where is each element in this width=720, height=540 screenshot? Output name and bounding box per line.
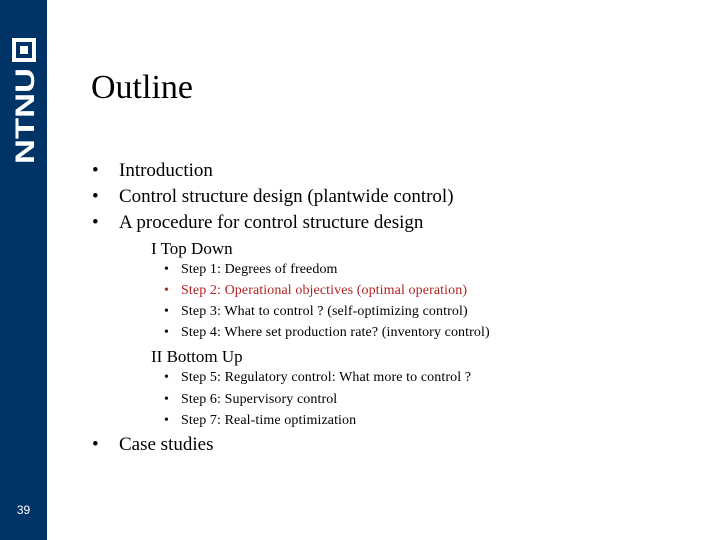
section-heading: I Top Down [151, 239, 233, 258]
step-text: Step 2: Operational objectives (optimal operation) [181, 283, 468, 298]
bullet: • [164, 304, 170, 319]
step-item [164, 304, 564, 322]
step-text: Step 6: Supervisory control [181, 392, 338, 407]
list-item-text: A procedure for control structure design [119, 212, 424, 233]
list-item [92, 160, 542, 184]
step-item [164, 370, 564, 388]
step-text: Step 4: Where set production rate? (inventory control) [181, 325, 490, 340]
bullet: • [92, 212, 99, 233]
bullet: • [164, 283, 170, 298]
bullet: • [164, 370, 170, 385]
list-item [92, 212, 542, 236]
section-heading: II Bottom Up [151, 347, 243, 366]
step-item [164, 262, 564, 280]
list-item-text: Control structure design (plantwide control) [119, 186, 454, 207]
list-item [92, 434, 542, 458]
bullet: • [164, 262, 170, 277]
bullet: • [92, 186, 99, 207]
bullet: • [92, 434, 99, 455]
list-item-text: Introduction [119, 160, 213, 181]
step-item [164, 325, 564, 343]
bullet: • [164, 392, 170, 407]
logo-text: NTNU [10, 89, 40, 164]
step-text: Step 3: What to control ? (self-optimizing control) [181, 304, 468, 319]
step-text: Step 1: Degrees of freedom [181, 262, 338, 277]
step-text: Step 7: Real-time optimization [181, 413, 357, 428]
bullet: • [92, 160, 99, 181]
bullet: • [164, 325, 170, 340]
list-item [92, 186, 542, 210]
step-text: Step 5: Regulatory control: What more to control ? [181, 370, 472, 385]
slide-title: Outline [91, 69, 193, 106]
list-item-text: Case studies [119, 434, 214, 455]
step-item [164, 392, 564, 410]
step-item [164, 283, 564, 301]
page-number: 39 [16, 503, 31, 517]
bullet: • [164, 413, 170, 428]
step-item [164, 413, 564, 431]
